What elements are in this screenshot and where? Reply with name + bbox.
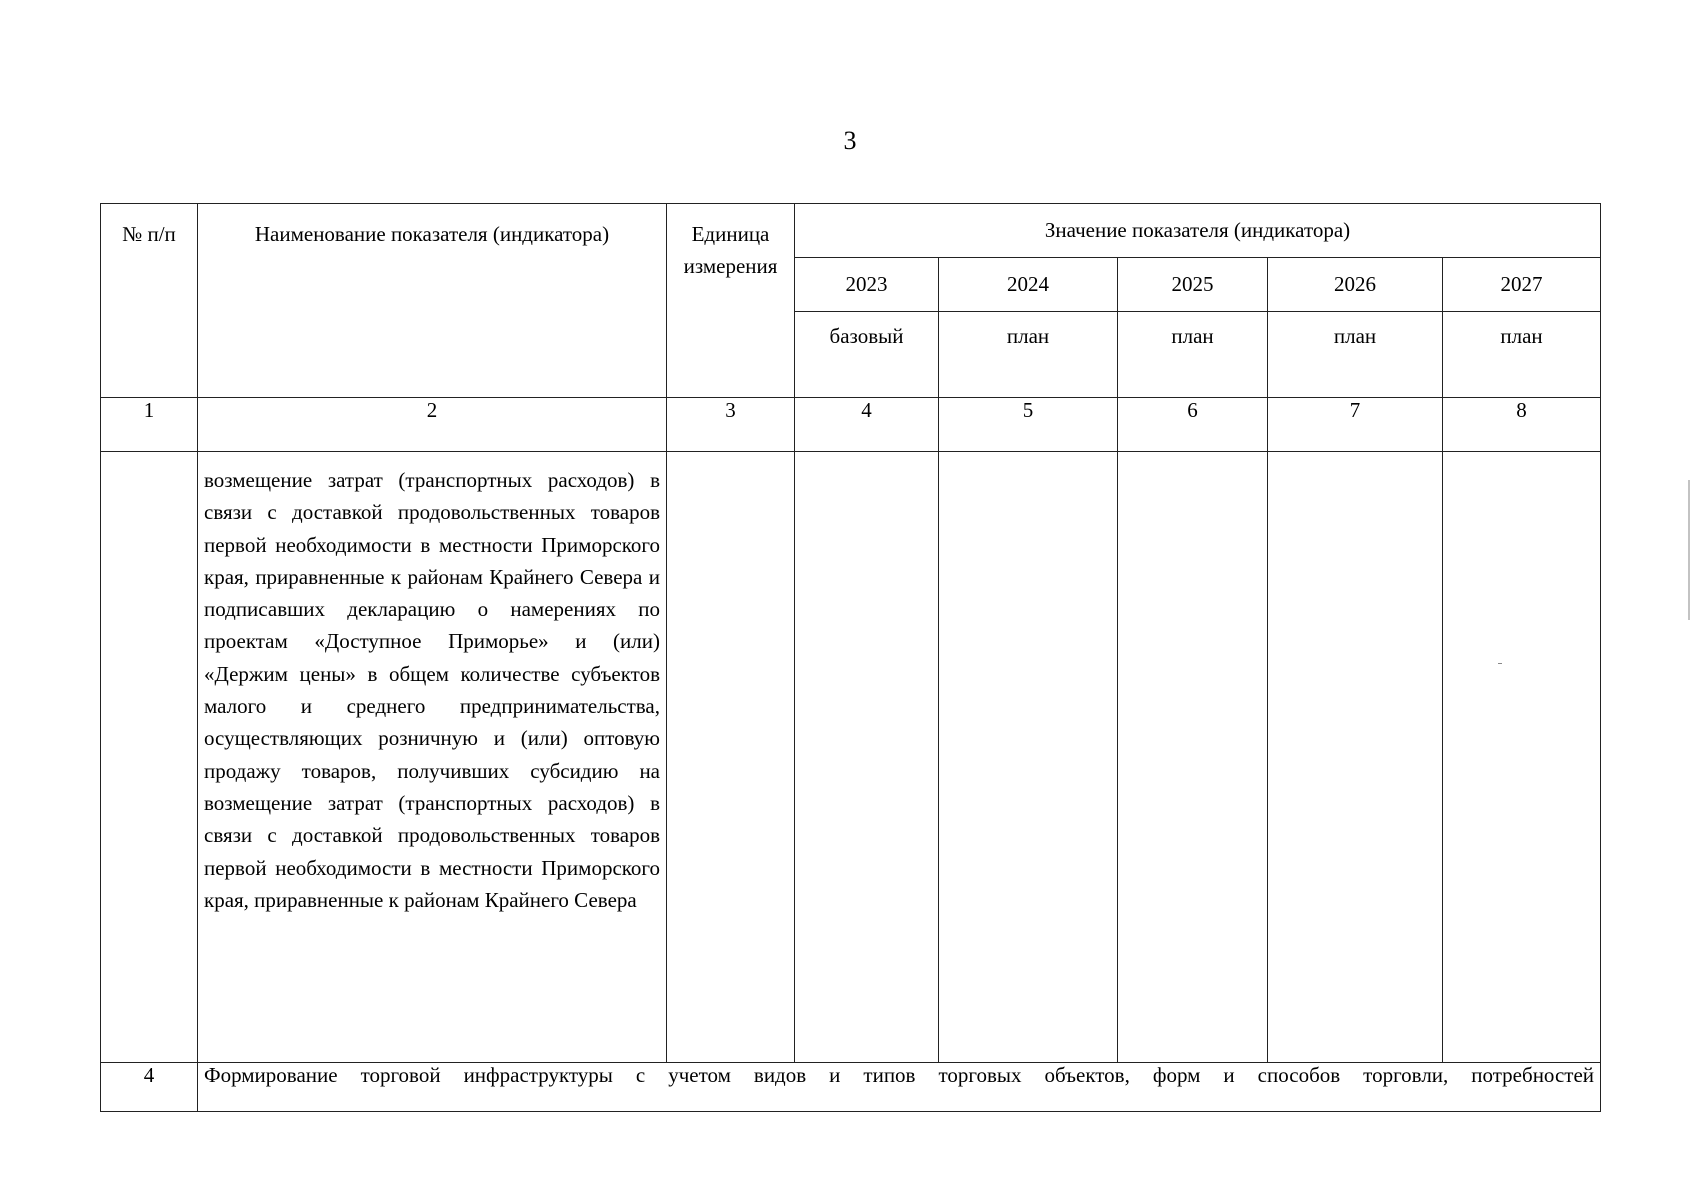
indicator-description: возмещение затрат (транспортных расходов) в связи с доставкой продовольственных товаров первой необходимости в местности Приморского края, приравненные к районам Крайнего Севера и подписавших декларацию о намерениях по проектам «Доступное Приморье» и (или) «Держим цены» в общем количестве субъектов малого и среднего предпринимательства, осуществляющих розничную и (или) оптовую продажу товаров, получивших субсидию на возмещение затрат (транспортных расходов) в связи с доставкой продовольственных товаров первой необходимости в местности Приморского края, приравненные к районам Крайнего Севера [198,452,667,1063]
row-number-cell [101,452,198,1063]
status-2024: план [939,312,1118,398]
header-unit: Единица измерения [667,204,795,398]
status-2026: план [1268,312,1443,398]
scan-mark [1688,480,1690,620]
value-cell-2026 [1268,452,1443,1063]
column-number: 4 [795,398,939,452]
row-number-cell: 4 [101,1063,198,1112]
year-2024: 2024 [939,258,1118,312]
table-row [101,1063,1601,1112]
value-cell-2023 [795,452,939,1063]
section-title: Формирование торговой инфраструктуры с учетом видов и типов торговых объектов, форм и способов торговли, потребностей [198,1063,1601,1112]
page-number: 3 [843,126,857,155]
scan-mark [1498,663,1502,664]
column-number: 2 [198,398,667,452]
header-name: Наименование показателя (индикатора) [198,204,667,398]
column-number-row [101,398,1601,452]
value-cell-2025 [1118,452,1268,1063]
column-number: 1 [101,398,198,452]
value-cell-2024 [939,452,1118,1063]
year-2025: 2025 [1118,258,1268,312]
status-2025: план [1118,312,1268,398]
status-2027: план [1443,312,1601,398]
value-cell-2027 [1443,452,1601,1063]
table-row [101,452,1601,1063]
header-row [101,204,1601,258]
column-number: 7 [1268,398,1443,452]
year-2026: 2026 [1268,258,1443,312]
column-number: 3 [667,398,795,452]
column-number: 5 [939,398,1118,452]
year-2027: 2027 [1443,258,1601,312]
year-2023: 2023 [795,258,939,312]
column-number: 8 [1443,398,1601,452]
header-num: № п/п [101,204,198,398]
indicator-table [100,203,1601,1112]
status-2023: базовый [795,312,939,398]
header-value: Значение показателя (индикатора) [795,204,1601,258]
column-number: 6 [1118,398,1268,452]
unit-cell [667,452,795,1063]
